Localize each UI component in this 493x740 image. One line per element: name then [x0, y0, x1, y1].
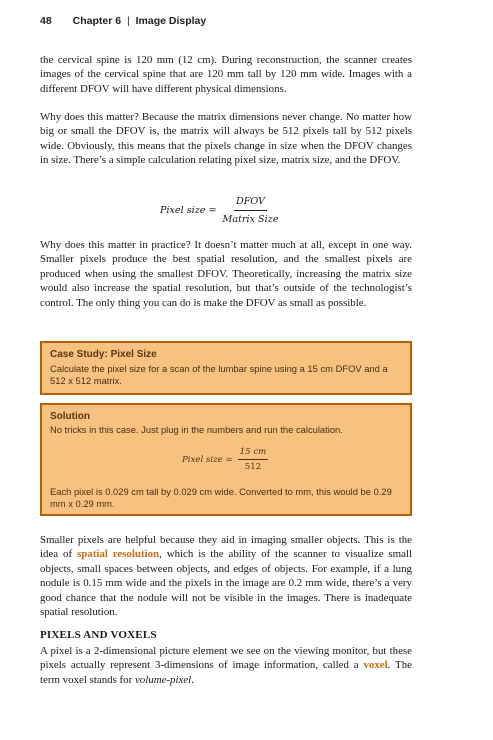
solution-result: Each pixel is 0.029 cm tall by 0.029 cm wide. Converted to mm, this would be 0.29 mm x 0.29 mm.: [50, 486, 392, 509]
page-number: 48: [40, 15, 52, 27]
solution-formula-numerator: 15 cm: [238, 447, 269, 460]
formula-denominator: Matrix Size: [222, 214, 279, 225]
paragraph-3-text: Why does this matter in practice? It doesn’t matter much at all, except in one way. Smaller pixels produce the best spatial resolution, and the smallest pixels are produced when using the smallest DFOV. Theoretically, increasing the matrix size would also increase the spatial resolution, but that’s outside of the technologist’s control. The only thing you can do is make the DFOV as small as possible.: [40, 239, 412, 309]
solution-intro: No tricks in this case. Just plug in the numbers and run the calculation.: [50, 424, 343, 435]
solution-box: [40, 403, 412, 516]
paragraph-4-part-2: , which is the ability of the scanner to visualize small objects, small spaces between objects, and edges of objects. For example, if a lung nodule is 0.15 mm wide and the pixels in the image are 0.2 mm wide, there’s a very good chance that the nodule will not be visible in the images. There is inadequate spatial resolution.: [40, 548, 413, 619]
paragraph-2-text: Why does this matter? Because the matrix dimensions never change. No matter how big or small the DFOV is, the matrix will always be 512 pixels tall by 512 pixels wide. Obviously, this means that the pixels change in size when the DFOV changes in size. There’s a simple calculation relating pixel size, matrix size, and the DFOV.: [40, 111, 412, 167]
case-study-text: Calculate the pixel size for a scan of the lumbar spine using a 15 cm DFOV and a 512 x 512 matrix.: [50, 363, 388, 386]
spatial-resolution-term: spatial resolution: [76, 548, 160, 561]
solution-formula: [182, 447, 268, 472]
paragraph-5-part-1: A pixel is a 2-dimensional picture element we see on the viewing monitor, but these pixels actually represent 3-dimensions of image information, called a: [40, 645, 412, 672]
paragraph-4: [40, 533, 412, 619]
paragraph-4-text: [40, 533, 412, 619]
paragraph-5-text: [40, 644, 412, 687]
section-heading: PIXELS AND VOXELS: [40, 629, 157, 641]
header-separator: |: [126, 15, 130, 27]
volume-pixel-term: volume-pixel: [134, 673, 192, 686]
solution-formula-fraction: [238, 447, 269, 472]
formula-lhs: Pixel size =: [160, 205, 217, 216]
paragraph-5-part-3: .: [191, 673, 194, 686]
paragraph-2: [40, 110, 412, 168]
paragraph-1-text: the cervical spine is 120 mm (12 cm). During reconstruction, the scanner creates images of the cervical spine that are 120 mm tall by 120 mm wide. Images with a different DFOV will have different physical dimensions.: [40, 54, 412, 95]
paragraph-3: [40, 238, 412, 310]
paragraph-5-part-2: . The term voxel stands for: [40, 659, 412, 686]
paragraph-5: [40, 644, 412, 687]
chapter-label: Chapter 6: [72, 15, 122, 27]
running-header: [40, 15, 206, 27]
case-study-title: Case Study: Pixel Size: [50, 349, 157, 360]
paragraph-4-part-1: Smaller pixels are helpful because they aid in imaging smaller objects. This is the idea of: [40, 534, 412, 561]
paragraph-1: [40, 53, 412, 96]
solution-title: Solution: [50, 411, 90, 422]
voxel-term: voxel: [363, 659, 388, 672]
formula-fraction: [223, 196, 279, 225]
case-study-box: [40, 341, 412, 395]
pixel-size-formula: [160, 196, 278, 225]
formula-numerator: DFOV: [234, 196, 267, 211]
solution-formula-denominator: 512: [244, 462, 262, 472]
chapter-title: Image Display: [135, 15, 207, 27]
solution-formula-lhs: Pixel size =: [182, 454, 233, 465]
